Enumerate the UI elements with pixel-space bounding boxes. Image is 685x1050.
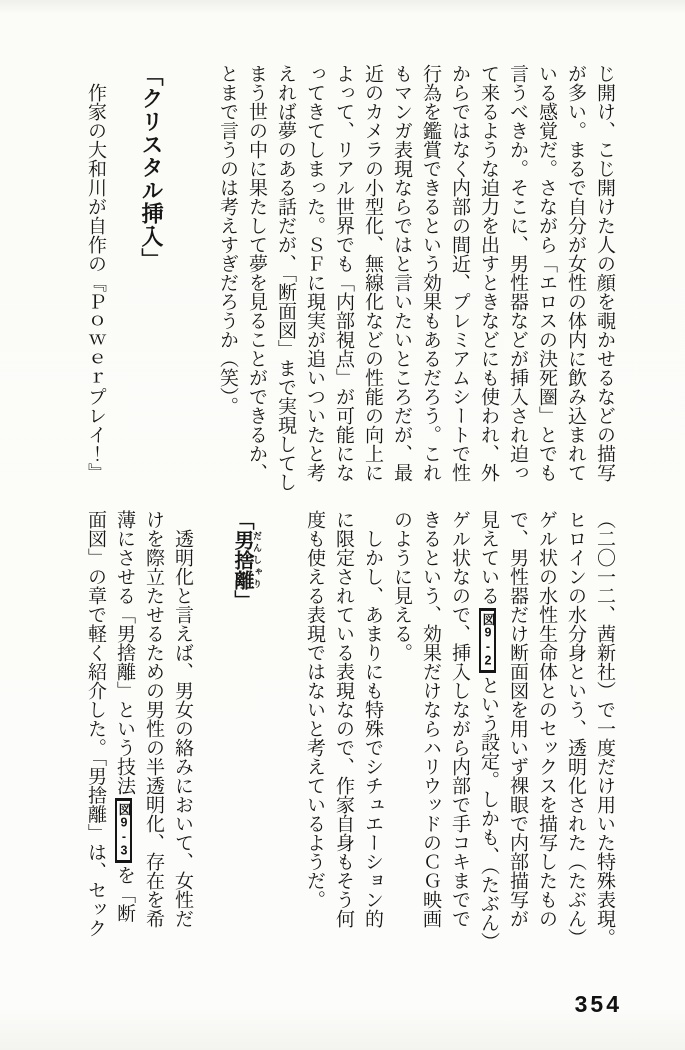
text-line [474,510,503,952]
text-line: で、男性器だけ断面図を用いず裸眼で内部描写が [507,510,528,928]
text-line: えれば夢のある話だが、「断面図」まで実現してし [275,64,296,492]
text-segment: 見えている [478,510,499,605]
furigana: だんしゃり [252,530,262,590]
text-line: ヒロインの水分身という、透明化された（たぶん） [565,510,586,947]
text-line [110,510,139,952]
text-line: からではなく内部の間近、プレミアムシートで性 [449,64,470,482]
text-segment: を「断 [114,865,135,923]
text-line: よって、リアル世界でも「内部視点」が可能にな [333,64,354,482]
text-line: 言うべきか。そこに、男性器などが挿入され迫っ [507,64,528,482]
quote-close: 」 [231,590,253,610]
figure-ref-9-3: 図9-3 [115,798,132,863]
text-line: （二〇一二、茜新社）で一度だけ用いた特殊表現。 [594,510,615,947]
text-line: ゲル状の水性生命体とのセックスを描写したもの [536,510,557,928]
page-number: 354 [574,991,622,1017]
heading-base-text: 男捨離 [231,530,253,590]
text-line: ってきてしまった。ＳＦに現実が追いついたと考 [304,64,325,482]
text-line: に限定されている表現なので、作家自身もそう何 [333,510,354,928]
figure-ref-9-2: 図9-2 [479,608,496,673]
text-line: まう世の中に果たして夢を見ることができるか、 [246,64,267,482]
quote-open: 「 [231,510,253,530]
text-line: じ開け、こじ開けた人の顔を覗かせるなどの描写 [594,64,615,482]
text-line: 面図」の章で軽く紹介した。「男捨離」は、セック [85,510,106,938]
section-heading-crystal-insertion: 「クリスタル挿入」 [139,64,164,271]
danshari-ruby [231,530,262,590]
section-heading-danshari [229,510,262,952]
text-line: 行為を鑑賞できるという効果もあるだろう。これ [420,64,441,482]
text-line: けを際立たせるための男性の半透明化、存在を希 [143,510,164,928]
text-line: もマンガ表現ならではと言いたいところだが、最 [391,64,412,482]
text-line: 近のカメラの小型化、無線化などの性能の向上に [362,64,383,482]
text-line: ゲル状なので、挿入しながら内部で手コキまでで [449,510,470,928]
text-line: 度も使える表現ではないと考えているようだ。 [304,510,325,909]
text-line: て来るような迫力を出すときなどにも使われ、外 [478,64,499,482]
text-line: 透明化と言えば、男女の絡みにおいて、女性だ [172,529,193,928]
text-line: しかし、あまりにも特殊でシチュエーション的 [362,529,383,928]
text-line: きるという、効果だけならハリウッドのＣＧ映画 [420,510,441,928]
text-line: とまで言うのは考えすぎだろうか（笑）。 [217,64,238,416]
text-segment: という設定。しかも、（たぶん） [478,675,499,951]
text-line: が多い。まるで自分が女性の体内に飲み込まれて [565,64,586,482]
text-segment: 薄にさせる「男捨離」という技法 [114,510,135,795]
text-line: 作家の大和川が自作の『Ｐｏｗｅｒプレイ！』 [85,83,106,482]
text-line: いる感覚だ。さながら「エロスの決死圏」とでも [536,64,557,482]
bottom-text-block [58,510,619,952]
text-line: のように見える。 [391,510,412,662]
top-text-block [58,64,619,494]
